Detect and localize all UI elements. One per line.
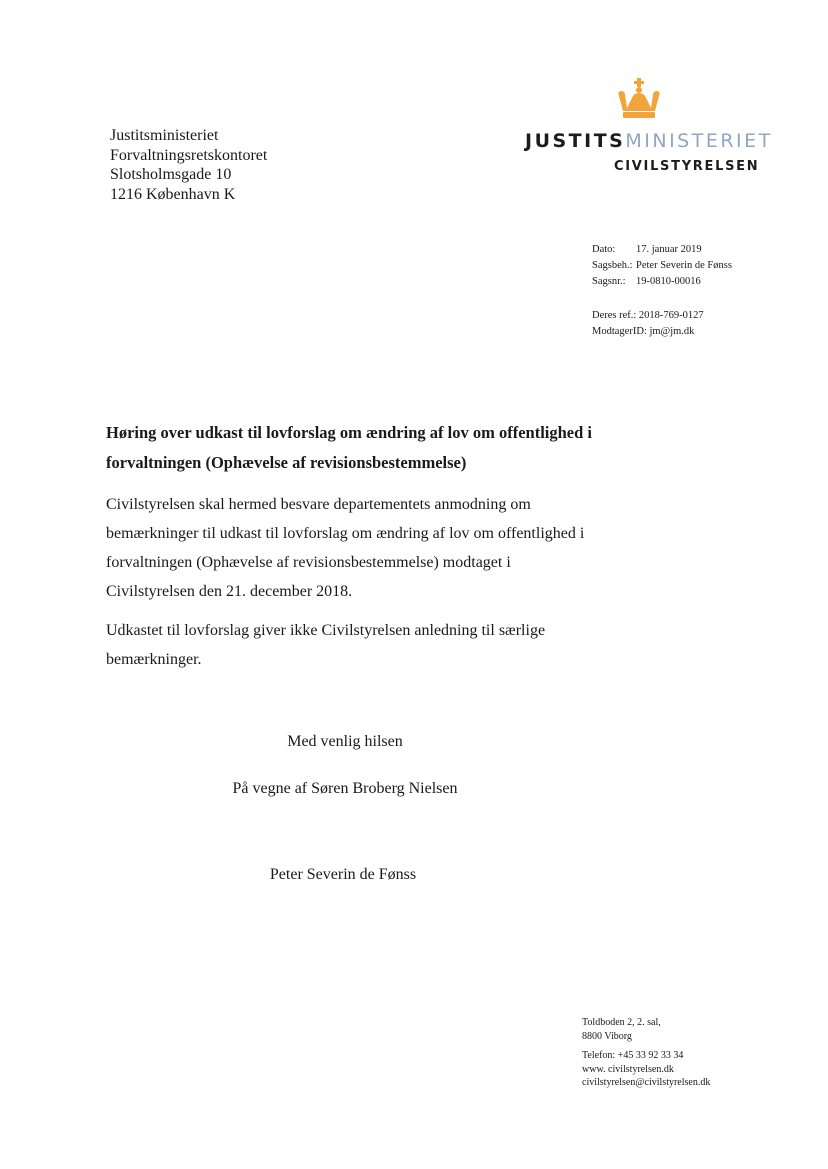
recipient-city: 1216 København K	[110, 185, 236, 203]
footer-phone: Telefon: +45 33 92 33 34	[582, 1050, 684, 1061]
letter-paragraph-2: Udkastet til lovforslag giver ikke Civilstyrelsen anledning til særlige bemærkninger.	[106, 622, 546, 668]
case-number-label: Sagsnr.:	[592, 276, 626, 287]
on-behalf-line: På vegne af Søren Broberg Nielsen	[232, 780, 458, 797]
handler-value: Peter Severin de Fønss	[636, 260, 732, 271]
reference-metadata	[592, 308, 704, 340]
recipient-office: Forvaltningsretskontoret	[110, 146, 268, 164]
letter-paragraph-1: Civilstyrelsen skal hermed besvare departementets anmodning om bemærkninger til udkast til lovforslag om ændring af lov om offentlighed i forvaltningen (Ophævelse af revisionsbestemmelse) modtaget i Civilstyrelsen den 21. december 2018.	[106, 496, 585, 600]
logo-title-bold: JUSTITS	[525, 130, 626, 152]
logo-subtitle: CIVILSTYRELSEN	[614, 159, 760, 174]
recipient-street: Slotsholmsgade 10	[110, 166, 232, 183]
footer-website: www. civilstyrelsen.dk	[582, 1063, 674, 1075]
footer-address-line1: Toldboden 2, 2. sal,	[582, 1017, 661, 1028]
footer-email: civilstyrelsen@civilstyrelsen.dk	[582, 1077, 711, 1088]
footer-contact	[582, 1016, 710, 1090]
signer-name: Peter Severin de Fønss	[269, 866, 417, 883]
case-number-value: 19-0810-00016	[636, 276, 701, 287]
letter-subject: Høring over udkast til lovforslag om ændring af lov om offentlighed i forvaltningen (Ophævelse af revisionsbestemmelse)	[106, 423, 592, 472]
recipient-name: Justitsministeriet	[110, 127, 219, 144]
logo-title	[525, 130, 773, 152]
logo-title-light: MINISTERIET	[625, 130, 773, 152]
handler-label: Sagsbeh.:	[592, 260, 633, 271]
case-metadata	[592, 242, 732, 290]
date-label: Dato:	[592, 244, 616, 255]
crown-icon	[613, 78, 665, 122]
greeting: Med venlig hilsen	[287, 733, 403, 750]
recipient-address	[110, 126, 267, 204]
reference-number: Deres ref.: 2018-769-0127	[592, 310, 704, 321]
date-value: 17. januar 2019	[636, 244, 702, 255]
footer-address-line2: 8800 Viborg	[582, 1030, 632, 1042]
recipient-id: ModtagerID: jm@jm.dk	[592, 326, 695, 337]
